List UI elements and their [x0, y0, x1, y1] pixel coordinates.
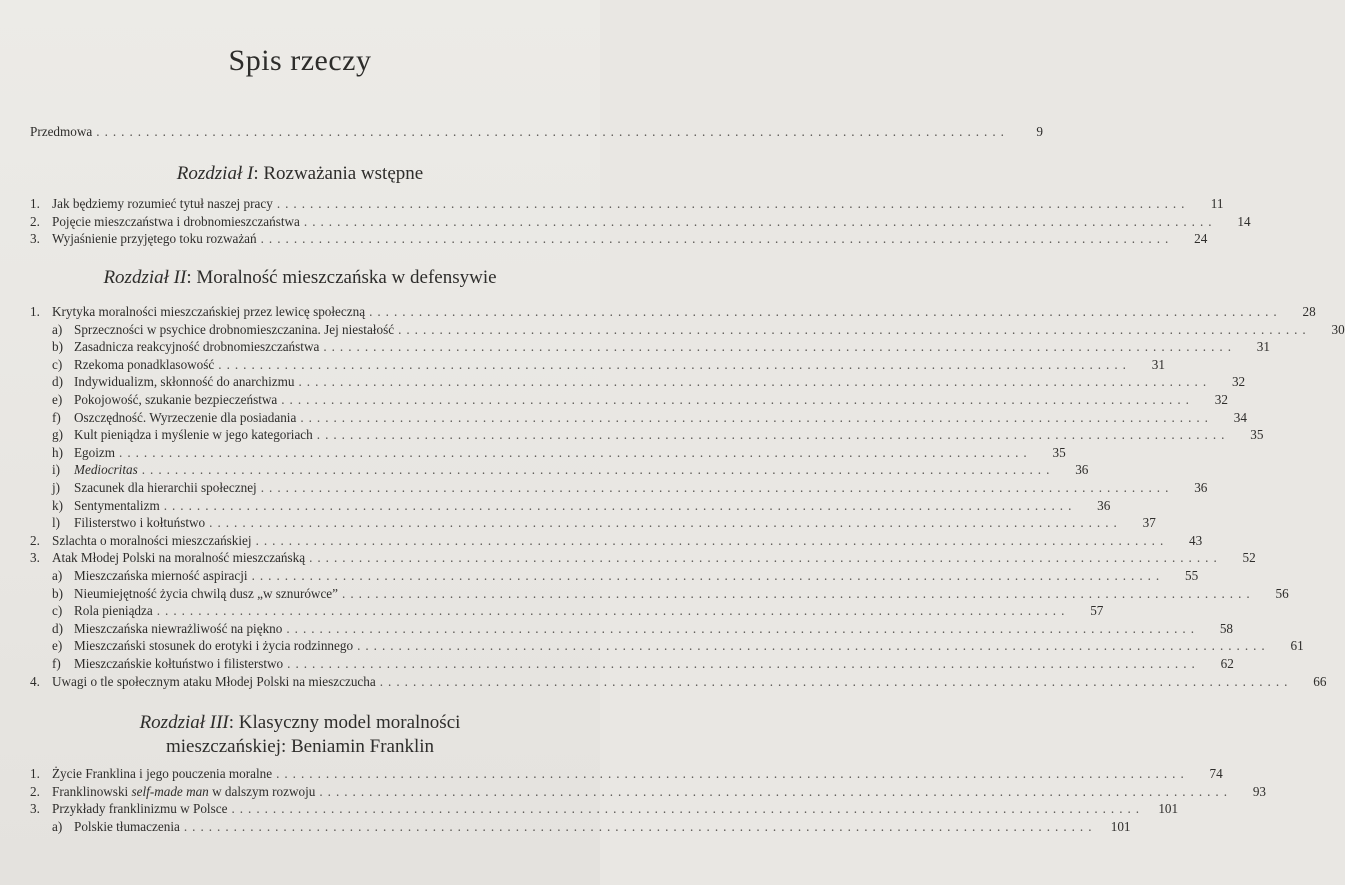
leader-dots: ..............................................................................................................	[276, 766, 1189, 781]
leader-dots: ..............................................................................................................	[286, 620, 1200, 636]
entry-text: Indywidualizm, skłonność do anarchizmu	[74, 374, 295, 390]
entry-page: 93	[1252, 783, 1267, 799]
chapter-title: : Moralność mieszczańska w defensywie	[186, 267, 497, 288]
toc-entry	[30, 213, 1251, 230]
entry-page: 34	[1233, 409, 1247, 425]
entry-subletter: f)	[52, 409, 61, 425]
chapter-title: : Klasyczny model moralności	[228, 712, 461, 733]
entry-text: Zasadnicza reakcyjność drobnomieszczaństwa	[74, 339, 320, 355]
toc-entry	[30, 818, 1131, 835]
entry-page: 43	[1189, 532, 1203, 548]
entry-page: 101	[1158, 801, 1179, 817]
entry-text: Egoizm	[74, 444, 116, 460]
toc-entry	[30, 800, 1179, 817]
leader-dots: ..............................................................................................................	[303, 213, 1217, 229]
entry-text: Wyjaśnienie przyjętego toku rozważań	[52, 231, 257, 247]
toc-entry	[30, 673, 1327, 690]
chapter-number: Rozdział I	[176, 163, 254, 184]
entry-subletter: d)	[52, 620, 63, 636]
leader-dots: ..............................................................................................................	[251, 568, 1165, 583]
entry-text: Przedmowa	[30, 124, 93, 139]
entry-text: Sentymentalizm	[74, 497, 160, 513]
entry-page: 31	[1256, 339, 1270, 355]
chapter-number: Rozdział III	[139, 712, 229, 733]
leader-dots: ..............................................................................................................	[309, 550, 1222, 566]
entry-text: Rola pieniądza	[74, 603, 153, 619]
entry-page: 74	[1209, 766, 1223, 781]
entry-subletter: h)	[52, 444, 63, 460]
entry-number: 3.	[30, 801, 40, 817]
toc-entry	[30, 195, 1224, 212]
entry-text: Życie Franklina i jego pouczenia moralne	[52, 766, 273, 781]
toc-entry	[30, 373, 1246, 390]
entry-text-part: Franklinowski	[52, 783, 132, 799]
entry-subletter: a)	[52, 321, 63, 337]
toc-entry	[30, 655, 1234, 672]
entry-text: Mieszczańska mierność aspiracji	[74, 568, 248, 583]
entry-subletter: b)	[52, 339, 63, 355]
leader-dots: ..............................................................................................................	[357, 638, 1270, 654]
entry-subletter: i)	[52, 462, 61, 478]
entry-page: 61	[1290, 638, 1304, 654]
entry-subletter: e)	[52, 392, 63, 407]
leader-dots: ..............................................................................................................	[379, 673, 1293, 689]
entry-page: 30	[1331, 321, 1345, 337]
toc-entry	[30, 230, 1208, 247]
entry-page: 57	[1090, 603, 1104, 619]
chapter-number: Rozdział II	[103, 267, 187, 288]
entry-subletter: l)	[52, 515, 61, 531]
entry-page: 36	[1097, 497, 1111, 513]
entry-text	[52, 783, 315, 800]
chapter-title-line2: mieszczańskiej: Beniamin Franklin	[165, 736, 435, 757]
entry-text: Kult pieniądza i myślenie w jego kategoriach	[74, 427, 313, 443]
toc-entry	[30, 321, 1345, 338]
entry-text: Oszczędność. Wyrzeczenie dla posiadania	[74, 409, 297, 425]
chapter-heading	[0, 266, 600, 290]
leader-dots: ..............................................................................................................	[323, 339, 1236, 355]
entry-text: Mieszczański stosunek do erotyki i życia rodzinnego	[74, 638, 354, 654]
toc-entry	[30, 602, 1104, 619]
leader-dots: ..............................................................................................................	[276, 196, 1190, 211]
leader-dots: ..............................................................................................................	[369, 304, 1282, 319]
toc-entry	[30, 409, 1247, 426]
entry-page: 37	[1142, 515, 1156, 531]
toc-entry	[30, 479, 1208, 496]
entry-number: 2.	[30, 213, 40, 229]
entry-subletter: b)	[52, 585, 63, 601]
leader-dots: ..............................................................................................................	[319, 783, 1233, 799]
entry-text: Uwagi o tle społecznym ataku Młodej Polski na mieszczucha	[52, 673, 376, 689]
entry-number: 4.	[30, 673, 40, 689]
entry-number: 2.	[30, 783, 40, 799]
entry-page: 36	[1075, 462, 1089, 478]
toc-entry	[30, 514, 1156, 531]
entry-text: Filisterstwo i kołtuństwo	[74, 515, 206, 531]
entry-subletter: j)	[52, 480, 61, 495]
entry-text: Pokojowość, szukanie bezpieczeństwa	[74, 392, 278, 407]
toc-entry	[30, 461, 1089, 478]
page-title: Spis rzeczy	[228, 44, 372, 77]
toc-entry	[30, 783, 1267, 800]
entry-page: 58	[1219, 620, 1234, 636]
entry-number: 3.	[30, 550, 40, 566]
entry-text: Sprzeczności w psychice drobnomieszczanina. Jej niestałość	[74, 321, 395, 337]
leader-dots: ..............................................................................................................	[316, 427, 1230, 443]
entry-subletter: a)	[52, 568, 63, 583]
entry-page: 35	[1250, 427, 1264, 443]
entry-page: 9	[1036, 124, 1043, 139]
chapter-title: : Rozważania wstępne	[253, 163, 424, 184]
entry-text-part: w dalszym rozwoju	[208, 783, 316, 799]
entry-text: Szlachta o moralności mieszczańskiej	[52, 532, 252, 548]
entry-text: Krytyka moralności mieszczańskiej przez lewicę społeczną	[52, 304, 366, 319]
entry-text-italic: self-made man	[131, 783, 209, 799]
leader-dots: ..............................................................................................................	[260, 231, 1174, 247]
entry-page: 55	[1185, 568, 1199, 583]
toc-entry	[30, 391, 1228, 408]
entry-number: 1.	[30, 304, 40, 319]
entry-subletter: c)	[52, 356, 63, 372]
entry-page: 11	[1210, 196, 1224, 211]
entry-text: Szacunek dla hierarchii społecznej	[74, 480, 257, 495]
entry-text: Mieszczańska niewrażliwość na piękno	[74, 620, 283, 636]
leader-dots: ..............................................................................................................	[163, 497, 1077, 513]
entry-subletter: f)	[52, 656, 61, 671]
entry-page: 56	[1275, 585, 1289, 601]
leader-dots: ..............................................................................................................	[281, 392, 1194, 407]
toc-entry	[30, 567, 1199, 584]
entry-page: 28	[1302, 304, 1316, 319]
toc-entry	[30, 497, 1111, 514]
toc-entry	[30, 338, 1270, 355]
entry-page: 31	[1151, 356, 1165, 372]
leader-dots: ..............................................................................................................	[398, 321, 1311, 337]
leader-dots: ..............................................................................................................	[209, 515, 1122, 531]
entry-page: 66	[1313, 673, 1327, 689]
entry-number: 2.	[30, 532, 40, 548]
entry-page: 32	[1214, 392, 1228, 407]
leader-dots: ..............................................................................................................	[119, 444, 1032, 460]
entry-page: 62	[1220, 656, 1234, 671]
toc-entry	[30, 532, 1203, 549]
entry-text: Pojęcie mieszczaństwa i drobnomieszczaństwa	[52, 213, 300, 229]
entry-subletter: e)	[52, 638, 63, 654]
entry-text: Nieumiejętność życia chwilą dusz „w sznurówce”	[74, 585, 339, 601]
entry-page: 14	[1237, 213, 1251, 229]
entry-text: Przykłady franklinizmu w Polsce	[52, 801, 228, 817]
entry-text: Polskie tłumaczenia	[74, 818, 180, 834]
toc-entry	[30, 444, 1066, 461]
entry-subletter: k)	[52, 497, 63, 513]
leader-dots: ..............................................................................................................	[287, 656, 1200, 671]
entry-page: 101	[1110, 818, 1131, 834]
leader-dots: ..............................................................................................................	[141, 462, 1055, 478]
toc-entry	[30, 303, 1316, 320]
leader-dots: ..............................................................................................................	[298, 374, 1212, 390]
leader-dots: ..............................................................................................................	[255, 532, 1169, 548]
entry-page: 32	[1231, 374, 1246, 390]
entry-page: 36	[1194, 480, 1208, 495]
entry-subletter: a)	[52, 818, 63, 834]
toc-entry	[30, 620, 1234, 637]
entry-text: Mediocritas	[74, 462, 138, 478]
entry-number: 1.	[30, 766, 40, 781]
toc-entry	[30, 637, 1304, 654]
toc-entry	[30, 549, 1256, 566]
entry-subletter: g)	[52, 427, 63, 443]
entry-text: Jak będziemy rozumieć tytuł naszej pracy	[52, 196, 273, 211]
toc-entry	[30, 356, 1165, 373]
entry-subletter: d)	[52, 374, 63, 390]
entry-text: Mieszczańskie kołtuństwo i filisterstwo	[74, 656, 284, 671]
entry-page: 52	[1242, 550, 1256, 566]
leader-dots: ..............................................................................................................	[183, 818, 1097, 834]
entry-page: 35	[1052, 444, 1066, 460]
leader-dots: ..............................................................................................................	[231, 801, 1145, 817]
leader-dots: ..............................................................................................................	[342, 585, 1255, 601]
chapter-heading	[0, 162, 600, 186]
toc-entry	[30, 765, 1223, 782]
entry-text: Atak Młodej Polski na moralność mieszczańską	[52, 550, 306, 566]
leader-dots: ..............................................................................................................	[300, 409, 1213, 425]
entry-number: 3.	[30, 231, 40, 247]
leader-dots: ..............................................................................................................	[260, 480, 1174, 495]
leader-dots: ..............................................................................................................	[218, 356, 1131, 372]
chapter-heading	[0, 711, 600, 735]
entry-page: 24	[1194, 231, 1208, 247]
entry-text: Rzekoma ponadklasowość	[74, 356, 215, 372]
leader-dots: ..............................................................................................................	[96, 124, 1009, 139]
toc-entry	[30, 426, 1264, 443]
entry-number: 1.	[30, 196, 40, 211]
leader-dots: ..............................................................................................................	[156, 603, 1070, 619]
toc-entry	[30, 585, 1289, 602]
entry-subletter: c)	[52, 603, 63, 619]
toc-entry-preface	[30, 123, 1043, 140]
